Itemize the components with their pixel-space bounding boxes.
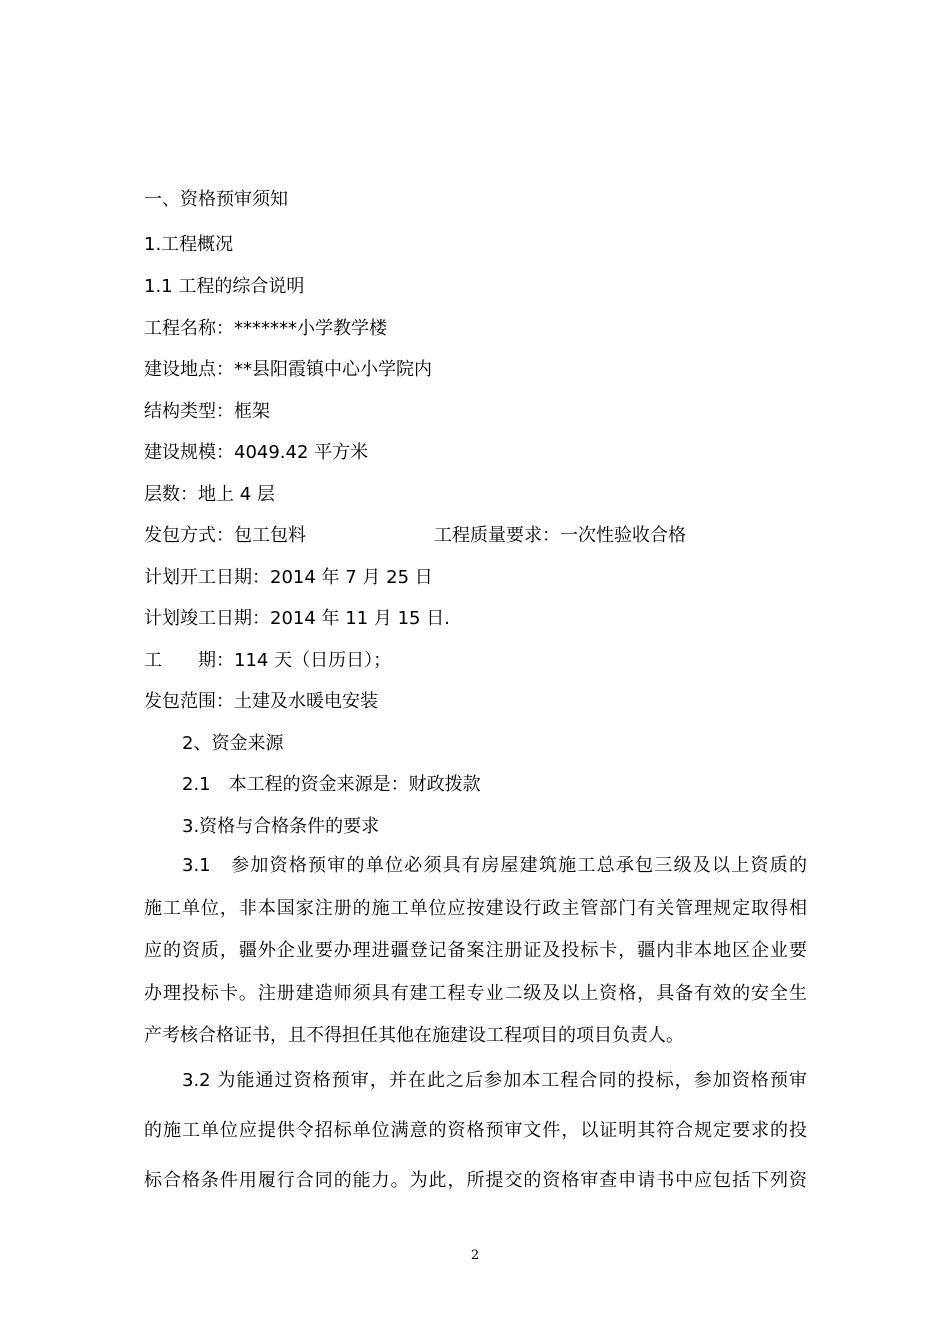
page-number: 2 [470,1248,480,1263]
paragraph-line: 的施工单位应提供令招标单位满意的资格预审文件，以证明其符合规定要求的投 [144,1120,807,1141]
field-end-date: 计划竣工日期：2014 年 11 月 15 日. [144,608,450,629]
heading-fund-source: 2、资金来源 [182,733,284,754]
heading-qualification: 3.资格与合格条件的要求 [182,816,380,837]
paragraph-line: 标合格条件用履行合同的能力。为此，所提交的资格审查申请书中应包括下列资 [144,1170,807,1191]
field-structure: 结构类型：框架 [144,401,270,422]
paragraph-3-1 [144,845,807,1058]
paragraph-line: 3.2 为能通过资格预审，并在此之后参加本工程合同的投标，参加资格预审 [182,1070,807,1091]
paragraph-line: 应的资质，疆外企业要办理进疆登记备案注册证及投标卡，疆内非本地区企业要 [144,940,807,961]
paragraph-3-2 [144,1056,807,1206]
paragraph-line: 3.1 参加资格预审的单位必须具有房屋建筑施工总承包三级及以上资质的 [182,855,807,876]
field-duration: 工 期：114 天（日历日）； [144,650,392,671]
field-scale: 建设规模：4049.42 平方米 [144,442,369,463]
field-project-name: 工程名称：*******小学教学楼 [144,318,387,339]
heading-project-overview: 1.工程概况 [144,234,234,255]
fund-source-text: 2.1 本工程的资金来源是：财政拨款 [182,774,481,795]
section-title: 一、资格预审须知 [144,189,288,210]
field-contract-mode: 发包方式：包工包料 [144,525,306,546]
field-start-date: 计划开工日期：2014 年 7 月 25 日 [144,567,433,588]
paragraph-line: 产考核合格证书，且不得担任其他在施建设工程项目的项目负责人。 [144,1025,684,1046]
field-floors: 层数：地上 4 层 [144,484,275,505]
paragraph-line: 办理投标卡。注册建造师须具有建工程专业二级及以上资格，具备有效的安全生 [144,982,807,1004]
field-scope: 发包范围：土建及水暖电安装 [144,691,378,712]
paragraph-line: 施工单位，非本国家注册的施工单位应按建设行政主管部门有关管理规定取得相 [144,897,807,919]
field-contract-quality-row [144,524,686,548]
field-quality: 工程质量要求：一次性验收合格 [434,525,686,546]
heading-general-description: 1.1 工程的综合说明 [144,276,305,297]
field-location: 建设地点：**县阳霞镇中心小学院内 [144,359,432,380]
